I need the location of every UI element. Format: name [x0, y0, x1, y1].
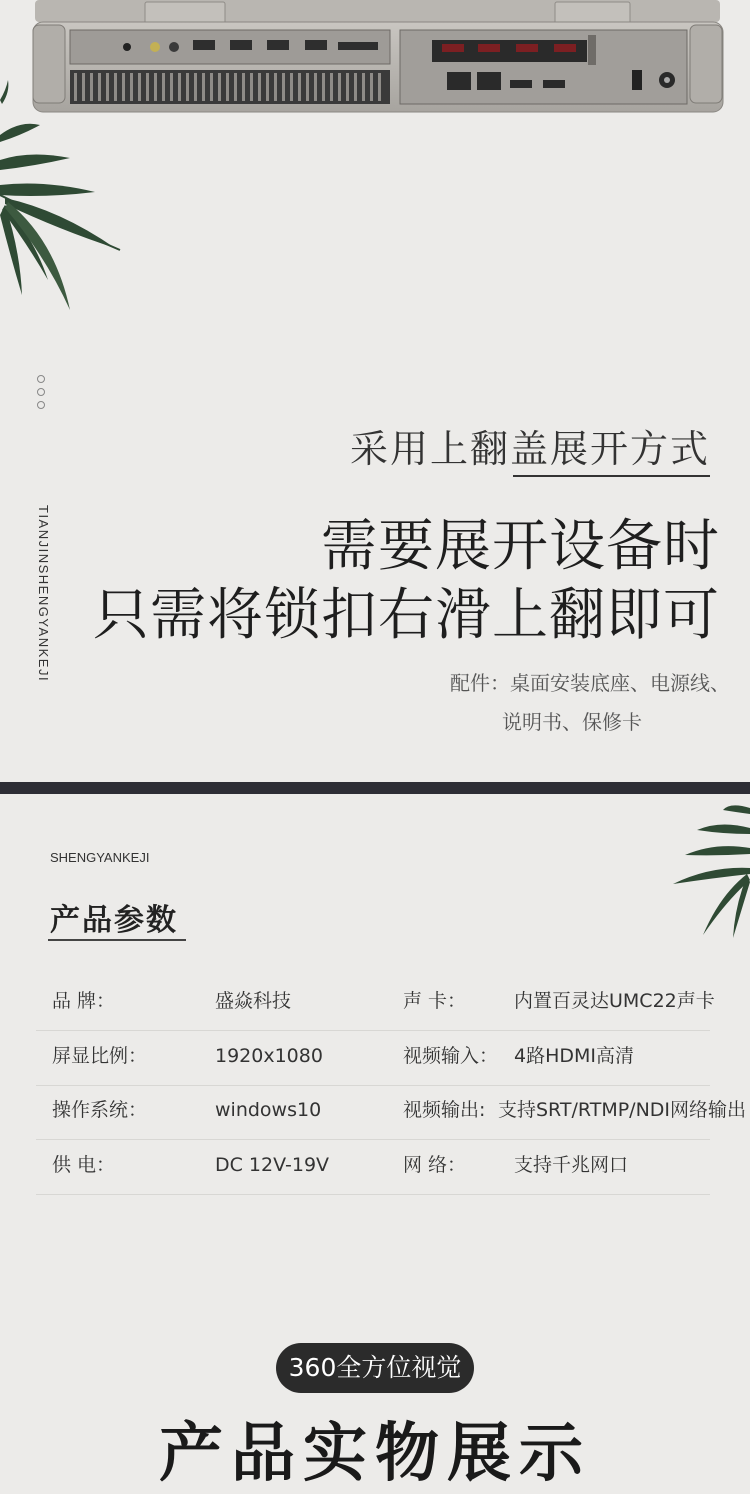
param-value: 4路HDMI高清: [514, 1045, 635, 1067]
params-row: [36, 1081, 747, 1140]
param-value: DC 12V-19V: [215, 1154, 330, 1176]
param-label: 网 络：: [403, 1154, 467, 1176]
param-label: 品 牌：: [52, 990, 116, 1012]
palm-leaf-right-decoration: [665, 800, 750, 940]
param-value: 盛焱科技: [215, 990, 292, 1012]
palm-leaf-left-decoration: [0, 80, 130, 320]
brand-label: SHENGYANKEJI: [50, 850, 150, 865]
params-section-title: 产品参数: [50, 903, 178, 938]
pagination-dots: [37, 375, 47, 414]
param-label: 视频输出:: [403, 1099, 486, 1121]
showcase-title: 产品实物展示: [159, 1417, 591, 1491]
param-label: 声 卡：: [403, 990, 467, 1012]
param-value: 支持SRT/RTMP/NDI网络输出: [498, 1099, 747, 1121]
feature-headline-line-1: 需要展开设备时: [321, 514, 720, 579]
param-label: 供 电：: [52, 1154, 116, 1176]
param-value: 支持千兆网口: [514, 1154, 629, 1176]
params-title-underline: [48, 939, 186, 941]
feature-subtitle: 采用上翻盖展开方式: [349, 427, 710, 471]
param-value: 内置百灵达UMC22声卡: [514, 990, 715, 1012]
vertical-brand-text: TIANJINSHENGYANKEJI: [36, 505, 51, 683]
param-label: 屏显比例：: [52, 1045, 148, 1067]
param-label: 视频输入：: [403, 1045, 499, 1067]
params-row: [36, 1027, 710, 1086]
section-divider: [0, 782, 750, 794]
param-label: 操作系统：: [52, 1099, 148, 1121]
accessories-line-2: 说明书、保修卡: [502, 710, 642, 734]
params-row: [36, 972, 715, 1031]
param-value: windows10: [215, 1099, 322, 1121]
param-value: 1920x1080: [215, 1045, 323, 1067]
view-360-badge: 360全方位视觉: [276, 1343, 474, 1393]
params-row: [36, 1136, 710, 1195]
subtitle-underline: [513, 475, 710, 477]
accessories-line-1: 配件：桌面安装底座、电源线、: [450, 671, 730, 695]
feature-headline-line-2: 只需将锁扣右滑上翻即可: [93, 583, 720, 648]
